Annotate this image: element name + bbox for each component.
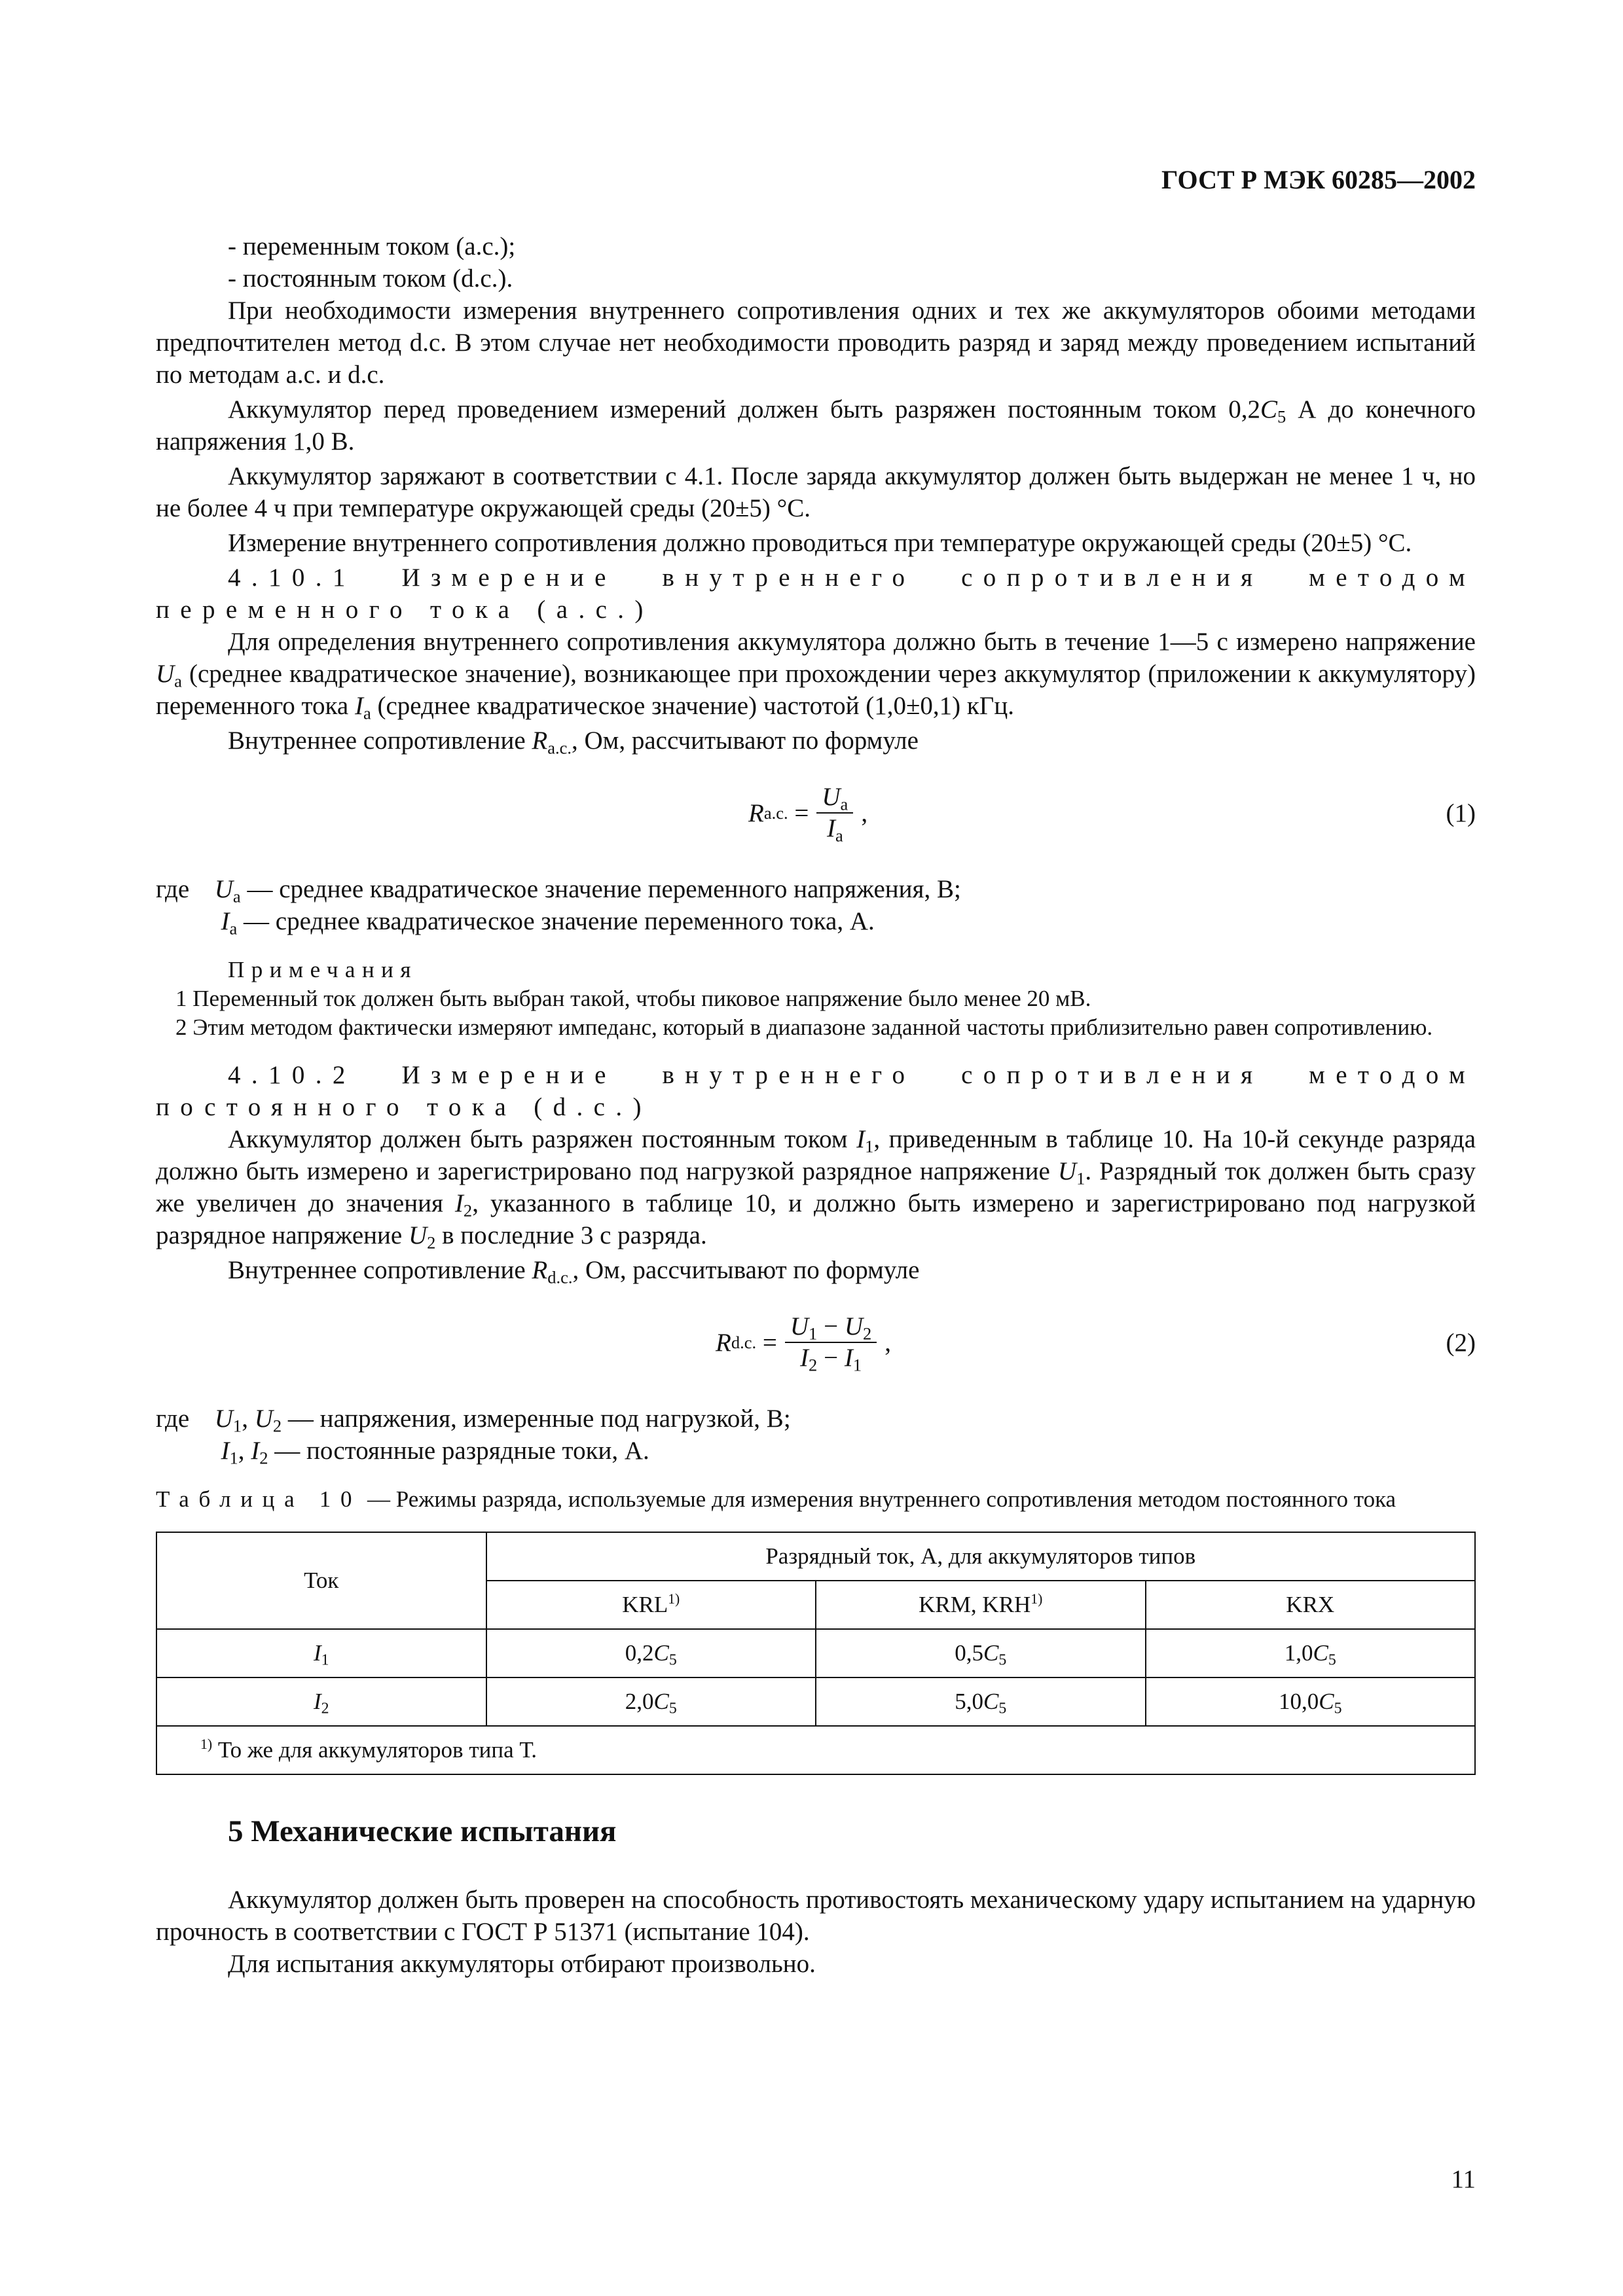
table-row bbox=[156, 1629, 1475, 1677]
paragraph-ac-method: Для определения внутреннего сопротивления аккумулятора должно быть в течение 1—5 с измерено напряжение $U_a$ (среднее квадратическое значение), возникающее при прохождении через аккумулятор (приложении к аккумулятору) переменного тока $I_a$ (среднее квадратическое значение) частотой (1,0±0,1) кГц. bbox=[156, 628, 1476, 723]
table-cell: $2,0C_5$ bbox=[486, 1677, 816, 1726]
notes-title: Примечания bbox=[228, 957, 418, 982]
where-clause-1b: $I_a$ — среднее квадратическое значение переменного тока, А. bbox=[221, 907, 875, 939]
paragraph-formula-intro-ac: Внутреннее сопротивление $R_{a.c.}$, Ом, рассчитывают по формуле bbox=[228, 726, 919, 758]
paragraph-formula-intro-dc: Внутреннее сопротивление $R_{d.c.}$, Ом, рассчитывают по формуле bbox=[228, 1256, 920, 1287]
where-clause-2b: $I_1$, $I_2$ — постоянные разрядные токи, А. bbox=[221, 1437, 649, 1468]
paragraph-sampling: Для испытания аккумуляторы отбирают произвольно. bbox=[228, 1950, 816, 1978]
formula-2-number: (2) bbox=[1446, 1328, 1476, 1357]
table-cell: $I_1$ bbox=[156, 1629, 486, 1677]
document-header: ГОСТ Р МЭК 60285—2002 bbox=[1161, 165, 1476, 194]
paragraph-method-preference: При необходимости измерения внутреннего сопротивления одних и тех же аккумуляторов обоими методами предпочтителен метод d.c. В этом случае нет необходимости проводить разряд и заряд между проведением испытаний по методам a.c. и d.c. bbox=[156, 296, 1476, 389]
table-row bbox=[156, 1677, 1475, 1726]
formula-2-fraction: $\frac{U_1 - U_2}{I_2 - I_1}$ bbox=[785, 1312, 877, 1373]
table-cell: $I_2$ bbox=[156, 1677, 486, 1726]
page-number: 11 bbox=[1451, 2165, 1476, 2193]
table-cell: $0,5C_5$ bbox=[816, 1629, 1146, 1677]
list-item-ac: - переменным током (a.c.); bbox=[228, 232, 516, 260]
table-header-krm: KRM, KRH$^{1)}$ bbox=[816, 1581, 1146, 1629]
table-footnote-row bbox=[156, 1726, 1475, 1774]
table-cell: $5,0C_5$ bbox=[816, 1677, 1146, 1726]
where-clause-1a: где $U_a$ — среднее квадратическое значение переменного напряжения, В; bbox=[156, 875, 961, 906]
formula-1 bbox=[156, 770, 1476, 856]
subsection-title-4-10-1: 4.10.1 Измерение внутреннего сопротивления методом переменного тока (a.c.) bbox=[156, 564, 1476, 624]
formula-1-fraction: $\frac{U_a}{I_a}$ bbox=[816, 782, 853, 844]
table-header-krx: KRX bbox=[1146, 1581, 1476, 1629]
table-header-group: Разрядный ток, А, для аккумуляторов типов bbox=[486, 1532, 1476, 1581]
paragraph-mechanical-test: Аккумулятор должен быть проверен на способность противостоять механическому удару испытанием на ударную прочность в соответствии с ГОСТ Р 51371 (испытание 104). bbox=[156, 1886, 1476, 1946]
paragraph-charge: Аккумулятор заряжают в соответствии с 4.1. После заряда аккумулятор должен быть выдержан не менее 1 ч, но не более 4 ч при температуре окружающей среды (20±5) °С. bbox=[156, 462, 1476, 522]
table-header-current: Ток bbox=[156, 1532, 486, 1629]
formula-2-expression: R d.c. = $\frac{U_1 - U_2}{I_2 - I_1}$ , bbox=[716, 1312, 891, 1375]
note-1: 1 Переменный ток должен быть выбран такой, чтобы пиковое напряжение было менее 20 мВ. bbox=[175, 986, 1091, 1011]
table-footnote: $^{1)}$ То же для аккумуляторов типа Т. bbox=[156, 1726, 1475, 1774]
paragraph-temperature: Измерение внутреннего сопротивления должно проводиться при температуре окружающей среды (20±5) °С. bbox=[228, 529, 1412, 557]
formula-1-expression: R a.c. = $\frac{U_a}{I_a}$ , bbox=[748, 783, 868, 846]
section-title-5: 5 Механические испытания bbox=[228, 1814, 617, 1848]
table-cell: $1,0C_5$ bbox=[1146, 1629, 1476, 1677]
table-header-row bbox=[156, 1532, 1475, 1581]
note-2: 2 Этим методом фактически измеряют импеданс, который в диапазоне заданной частоты приблизительно равен сопротивлению. bbox=[175, 1014, 1433, 1040]
paragraph-pre-discharge: Аккумулятор перед проведением измерений должен быть разряжен постоянным током $0,2C_5$ А до конечного напряжения 1,0 В. bbox=[156, 395, 1476, 456]
subsection-title-4-10-2: 4.10.2 Измерение внутреннего сопротивления методом постоянного тока (d.c.) bbox=[156, 1061, 1476, 1121]
paragraph-dc-method: Аккумулятор должен быть разряжен постоянным током $I_1$, приведенным в таблице 10. На 10-й секунде разряда должно быть измерено и зарегистрировано под нагрузкой разрядное напряжение $U_1$. Разрядный ток должен быть сразу же увеличен до значения $I_2$, указанного в таблице 10, и должно быть измерено и зарегистрировано под нагрузкой разрядное напряжение $U_2$ в последние 3 с разряда. bbox=[156, 1125, 1476, 1253]
table-header-krl: KRL$^{1)}$ bbox=[486, 1581, 816, 1629]
table-10 bbox=[156, 1532, 1476, 1775]
list-item-dc: - постоянным током (d.c.). bbox=[228, 264, 513, 293]
formula-2 bbox=[156, 1299, 1476, 1386]
table-cell: $10,0C_5$ bbox=[1146, 1677, 1476, 1726]
formula-1-number: (1) bbox=[1446, 798, 1476, 827]
table-title: Таблица 10 — Режимы разряда, используемые для измерения внутреннего сопротивления методом постоянного тока bbox=[156, 1486, 1396, 1512]
where-clause-2a: где $U_1$, $U_2$ — напряжения, измеренные под нагрузкой, В; bbox=[156, 1405, 791, 1436]
table-cell: $0,2C_5$ bbox=[486, 1629, 816, 1677]
